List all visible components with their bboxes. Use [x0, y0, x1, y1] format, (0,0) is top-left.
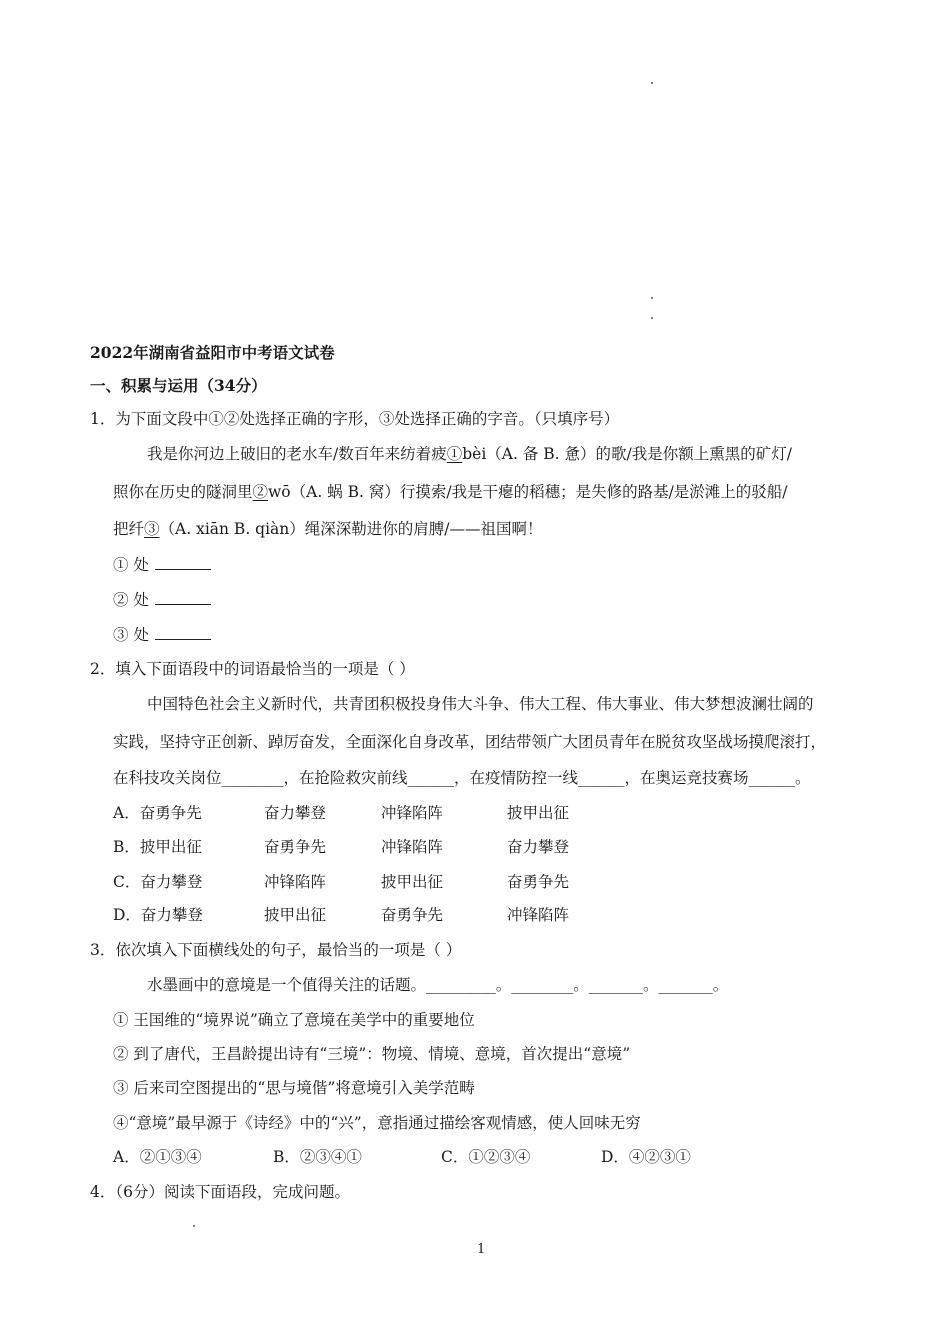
scan-mark	[193, 1225, 195, 1227]
q3-item-3: ③ 后来司空图提出的“思与境偕”将意境引入美学范畴	[113, 1079, 475, 1097]
answer-blank-2[interactable]	[155, 590, 211, 605]
q1-line-2: 照你在历史的隧洞里②wō（A. 蜗 B. 窝）行摸索/我是干瘪的稻穗；是失修的路基/是淤滩上的驳船/	[113, 483, 788, 501]
q1-mark-3: ③	[144, 520, 160, 538]
q1-answer-2: ② 处	[113, 589, 211, 611]
answer-blank-3[interactable]	[155, 625, 211, 640]
q3-item-4: ④“意境”最早源于《诗经》中的“兴”，意指通过描绘客观情感，使人回味无穷	[113, 1114, 641, 1132]
exam-page: 2022年湖南省益阳市中考语文试卷 一、积累与运用（34分） 1．为下面文段中①②处选择正确的字形，③处选择正确的字音。（只填序号） 我是你河边上破旧的老水车/数百年来纺着疲①bèi（A. 备 B. 惫）的歌/我是你额上熏黑的矿灯/ 照你在历史的隧洞里②wō（A. 蜗 B. 窝）行摸索/我是干瘪的稻穗；是失修的路基/是淤滩上的驳船/ 把纤③（A. xiān B. qiàn）绳深深勒进你的肩膊/——祖国啊！ ① 处 ② 处 ③ 处 2．填入下面语段中的词语最恰当的一项是（ ） 中国特色社会主义新时代，共青团积极投身伟大斗争、伟大工程、伟大事业、伟大梦想波澜壮阔的 实践，坚持守正创新、踔厉奋发，全面深化自身改革，团结带领广大团员青年在脱贫攻坚战场摸爬滚打， 在科技攻关岗位________，在抢险救灾前线______，在疫情防控一线______，在奥运竞技赛场______。 A．奋勇争先 奋力攀登 冲锋陷阵 披甲出征 B．披甲出征 奋勇争先 冲锋陷阵 奋力攀登 C．奋力攀登 冲锋陷阵 披甲出征 奋勇争先 D．奋力攀登 披甲出征 奋勇争先 冲锋陷阵 3．依次填入下面横线处的句子，最恰当的一项是（ ） 水墨画中的意境是一个值得关注的话题。_________。________。_______。_______。 ① 王国维的“境界说”确立了意境在美学中的重要地位 ② 到了唐代，王昌龄提出诗有“三境”：物境、情境、意境，首次提出“意境” ③ 后来司空图提出的“思与境偕”将意境引入美学范畴 ④“意境”最早源于《诗经》中的“兴”，意指通过描绘客观情感，使人回味无穷 A．②①③④ B．②③④① C．①②③④ D．④②③① 4．（6分）阅读下面语段，完成问题。 1	[0, 0, 950, 1344]
q3-item-1: ① 王国维的“境界说”确立了意境在美学中的重要地位	[113, 1011, 475, 1029]
q1-mark-2: ②	[252, 483, 269, 501]
q3-option-b[interactable]: B．②③④①	[273, 1148, 362, 1166]
scan-mark	[651, 82, 653, 84]
q1-answer-1: ① 处	[113, 554, 211, 576]
q1-answer-3: ③ 处	[113, 624, 211, 646]
answer-blank-1[interactable]	[155, 555, 211, 570]
q1-stem: 1．为下面文段中①②处选择正确的字形，③处选择正确的字音。（只填序号）	[90, 410, 620, 428]
q3-paragraph: 水墨画中的意境是一个值得关注的话题。_________。________。_______。_______。	[147, 976, 729, 994]
q3-option-a[interactable]: A．②①③④	[113, 1148, 202, 1166]
q2-stem: 2．填入下面语段中的词语最恰当的一项是（ ）	[90, 660, 415, 678]
q1-mark-1: ①	[446, 445, 463, 463]
q2-paragraph-2: 实践，坚持守正创新、踔厉奋发，全面深化自身改革，团结带领广大团员青年在脱贫攻坚战场摸爬滚打，	[113, 733, 827, 751]
q1-line-3: 把纤③（A. xiān B. qiàn）绳深深勒进你的肩膊/——祖国啊！	[113, 520, 543, 538]
section-heading: 一、积累与运用（34分）	[90, 376, 267, 395]
q4-stem: 4．（6分）阅读下面语段，完成问题。	[90, 1183, 350, 1201]
q3-option-c[interactable]: C．①②③④	[441, 1148, 531, 1166]
q2-paragraph-3: 在科技攻关岗位________，在抢险救灾前线______，在疫情防控一线______，在奥运竞技赛场______。	[113, 769, 811, 787]
q3-options	[113, 1146, 733, 1168]
scan-mark	[651, 297, 653, 299]
q3-item-2: ② 到了唐代，王昌龄提出诗有“三境”：物境、情境、意境，首次提出“意境”	[113, 1045, 631, 1063]
page-title: 2022年湖南省益阳市中考语文试卷	[90, 343, 335, 362]
page-number: 1	[477, 1242, 486, 1257]
q3-stem: 3．依次填入下面横线处的句子，最恰当的一项是（ ）	[90, 941, 462, 959]
scan-mark	[651, 317, 653, 319]
q2-paragraph-1: 中国特色社会主义新时代，共青团积极投身伟大斗争、伟大工程、伟大事业、伟大梦想波澜壮阔的	[147, 695, 814, 713]
q1-line-1: 我是你河边上破旧的老水车/数百年来纺着疲①bèi（A. 备 B. 惫）的歌/我是你额上熏黑的矿灯/	[147, 445, 792, 463]
q3-option-d[interactable]: D．④②③①	[601, 1148, 691, 1166]
